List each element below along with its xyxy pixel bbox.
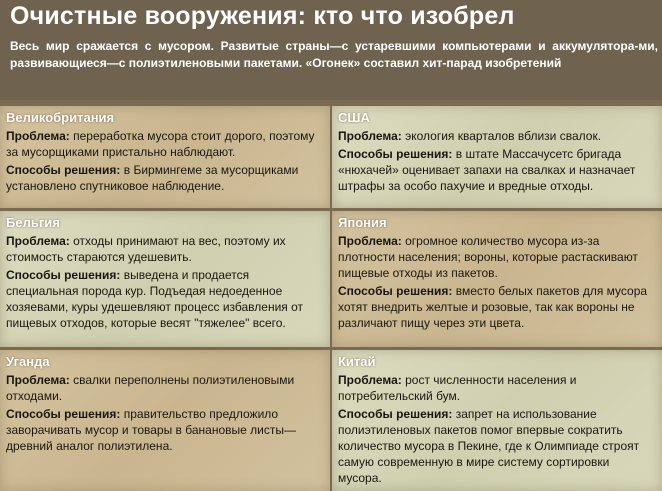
country-name: Бельгия	[6, 215, 60, 230]
problem-text: свалки переполнены полиэтиленовыми отходами.	[6, 373, 295, 403]
country-name: Китай	[338, 354, 376, 369]
problem-label: Проблема:	[338, 373, 402, 387]
problem-text: рост численности населения и потребительский бум.	[338, 373, 577, 403]
problem-line	[6, 128, 322, 160]
solutions-label: Способы решения:	[6, 268, 121, 282]
solutions-line	[6, 406, 322, 454]
solutions-line	[338, 283, 654, 331]
solutions-label: Способы решения:	[338, 407, 453, 421]
solutions-text: в штате Массачусетс бригада «нюхачей» оценивает запахи на свалках и назначает штрафы за особо пахучие и вредные отходы.	[338, 147, 636, 193]
card-japan	[332, 211, 662, 347]
solutions-line	[338, 146, 654, 194]
card-usa	[332, 106, 662, 208]
problem-line	[6, 233, 322, 265]
problem-text: огромное количество мусора из-за плотности населения; вороны, которые растаскивают пищевые отходы из пакетов.	[338, 234, 638, 280]
card-body	[338, 128, 654, 196]
problem-label: Проблема:	[338, 234, 402, 248]
country-name: Великобритания	[6, 110, 115, 125]
card-uganda	[0, 350, 330, 491]
solutions-text: вместо белых пакетов для мусора хотят внедрить желтые и розовые, так как вороны не различают пищу через эти цвета.	[338, 284, 648, 330]
problem-label: Проблема:	[6, 129, 70, 143]
card-great-britain	[0, 106, 330, 208]
solutions-text: правительство предложило заворачивать мусор и товары в банановые листы—древний аналог полиэтилена.	[6, 407, 296, 453]
card-china	[332, 350, 662, 491]
problem-line	[6, 372, 322, 404]
card-body	[6, 128, 322, 196]
problem-label: Проблема:	[6, 373, 70, 387]
problem-label: Проблема:	[6, 234, 70, 248]
solutions-text: запрет на использование полиэтиленовых пакетов помог впервые сократить количество мусора в Пекине, где к Олимпиаде строят самую современную в мире систему сортировки мусора.	[338, 407, 640, 485]
solutions-text: выведена и продается специальная порода кур. Подъедая недоеденное хозяевами, куры удешевляют процесс избавления от пищевых отходов, которые весят "тяжелее" всего.	[6, 268, 304, 330]
problem-text: экология кварталов вблизи свалок.	[405, 129, 602, 143]
problem-label: Проблема:	[338, 129, 402, 143]
country-name: Япония	[338, 215, 387, 230]
solutions-text: в Бирмингеме за мусорщиками установлено спутниковое наблюдение.	[6, 163, 299, 193]
country-name: Уганда	[6, 354, 50, 369]
problem-line	[338, 233, 654, 281]
card-body	[338, 372, 654, 488]
solutions-label: Способы решения:	[338, 284, 453, 298]
solutions-line	[338, 406, 654, 486]
solutions-line	[6, 267, 322, 331]
solutions-label: Способы решения:	[6, 163, 121, 177]
card-body	[6, 372, 322, 456]
page-title: Очистные вооружения: кто что изобрел	[10, 2, 515, 30]
country-grid	[0, 104, 662, 491]
card-belgium	[0, 211, 330, 347]
page-subtitle: Весь мир сражается с мусором. Развитые страны—с устаревшими компьютерами и аккумулятора-ми, развивающиеся—с полиэтиленовыми пакетами. «Огонек» составил хит-парад изобретений	[10, 39, 658, 70]
problem-line	[338, 372, 654, 404]
card-body	[338, 233, 654, 333]
problem-line	[338, 128, 654, 144]
card-body	[6, 233, 322, 333]
problem-text: переработка мусора стоит дорого, поэтому за мусорщиками пристально наблюдают.	[6, 129, 315, 159]
solutions-label: Способы решения:	[6, 407, 121, 421]
header	[0, 0, 662, 100]
country-name: США	[338, 110, 370, 125]
solutions-label: Способы решения:	[338, 147, 453, 161]
solutions-line	[6, 162, 322, 194]
problem-text: отходы принимают на вес, поэтому их стоимость стараются удешевить.	[6, 234, 286, 264]
